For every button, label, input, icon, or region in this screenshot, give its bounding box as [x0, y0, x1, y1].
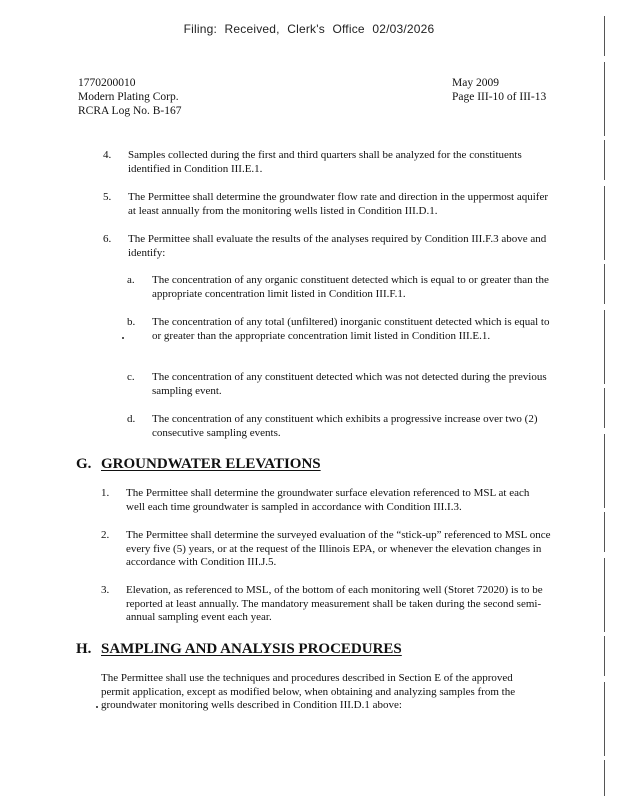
page-number: Page III-10 of III-13 [452, 91, 547, 103]
section-g-letter: G. [76, 456, 92, 472]
item-6-number: 6. [103, 233, 112, 245]
scan-edge-line [604, 16, 605, 796]
g-item-3-text: Elevation, as referenced to MSL, of the bottom of each monitoring well (Storet 72020) is to be reported at least annually. The mandatory measurement shall be taken during the second semi-annual sampling event each year. [126, 584, 543, 623]
item-4-text: Samples collected during the first and third quarters shall be analyzed for the constituents identified in Condition III.E.1. [128, 149, 522, 175]
subitem-c-text: The concentration of any constituent detected which was not detected during the previous sampling event. [152, 371, 547, 397]
item-4-number: 4. [103, 149, 112, 161]
g-item-2-number: 2. [101, 529, 110, 541]
item-5-number: 5. [103, 191, 112, 203]
scan-speck [96, 706, 98, 708]
g-item-3-number: 3. [101, 584, 110, 596]
scan-speck [122, 337, 124, 339]
document-date: May 2009 [452, 77, 499, 89]
rcra-log-number: RCRA Log No. B-167 [78, 105, 182, 117]
g-item-1-number: 1. [101, 487, 110, 499]
header-left [78, 76, 182, 118]
subitem-a-letter: a. [127, 274, 135, 286]
subitem-c-letter: c. [127, 371, 135, 383]
subitem-b-text: The concentration of any total (unfiltered) inorganic constituent detected which is equal to or greater than the appropriate concentration limit listed in Condition III.E.1. [152, 316, 550, 342]
header-right [452, 76, 546, 104]
subitem-d-text: The concentration of any constituent which exhibits a progressive increase over two (2) consecutive sampling events. [152, 413, 538, 439]
g-item-1-text: The Permittee shall determine the groundwater surface elevation referenced to MSL at each well each time groundwater is sampled in accordance with Condition III.I.3. [126, 487, 530, 513]
subitem-d-letter: d. [127, 413, 136, 425]
subitem-a-text: The concentration of any organic constituent detected which is equal to or greater than the appropriate concentration limit listed in Condition III.F.1. [152, 274, 549, 300]
subitem-b-letter: b. [127, 316, 136, 328]
section-h-letter: H. [76, 641, 92, 657]
item-6-text: The Permittee shall evaluate the results of the analyses required by Condition III.F.3 above and identify: [128, 233, 547, 259]
section-h-title: SAMPLING AND ANALYSIS PROCEDURES [101, 641, 402, 657]
item-5-text: The Permittee shall determine the groundwater flow rate and direction in the uppermost aquifer at least annually from the monitoring wells listed in Condition III.D.1. [128, 191, 548, 217]
facility-name: Modern Plating Corp. [78, 91, 179, 103]
g-item-2-text: The Permittee shall determine the surveyed evaluation of the “stick-up” referenced to MSL once every five (5) years, or at the request of the Illinois EPA, or whenever the elevation changes in accordance with Condition III.J.5. [126, 529, 551, 568]
section-h-paragraph: The Permittee shall use the techniques and procedures described in Section E of the approved permit application, except as modified below, when obtaining and analyzing samples from the groundwater monitoring wells described in Condition III.D.1 above: [101, 672, 516, 711]
facility-id: 1770200010 [78, 77, 136, 89]
filing-stamp: Filing: Received, Clerk's Office 02/03/2026 [183, 22, 435, 36]
section-g-title: GROUNDWATER ELEVATIONS [101, 456, 321, 472]
